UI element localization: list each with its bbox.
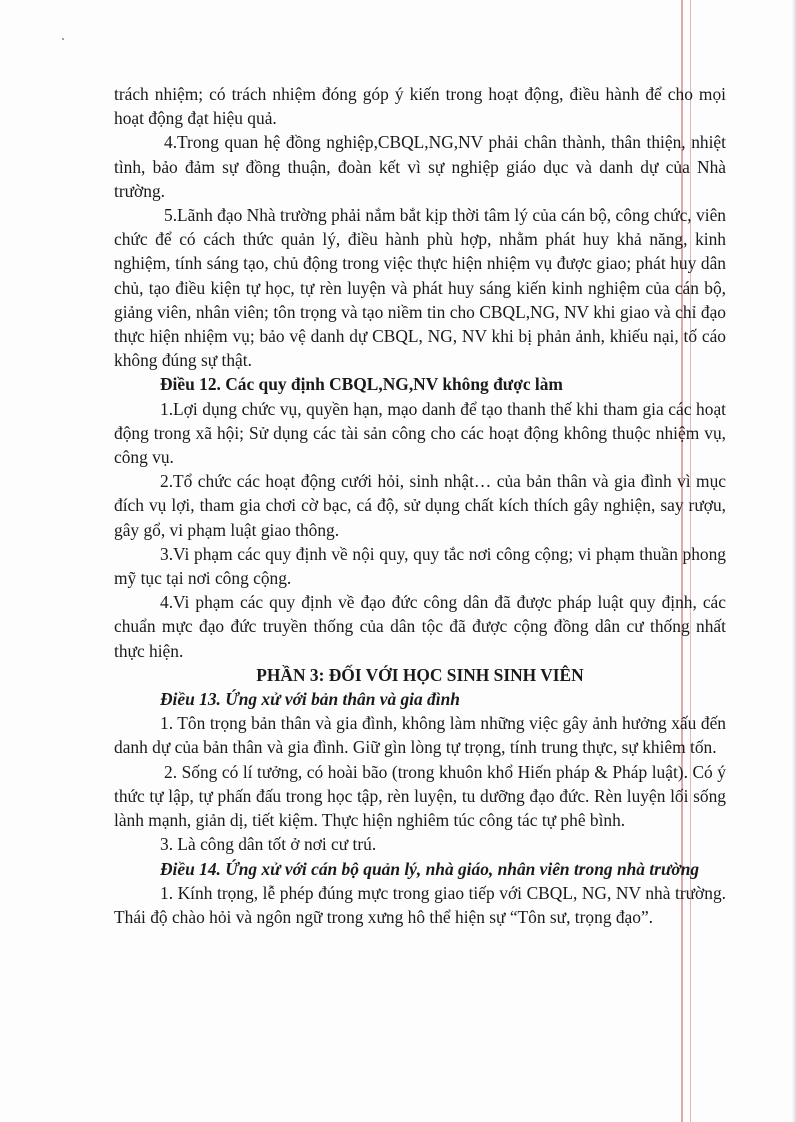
document-body [114, 82, 726, 929]
article-12-item-2: 2.Tổ chức các hoạt động cưới hỏi, sinh nhật… của bản thân và gia đình vì mục đích vụ lợi, tham gia chơi cờ bạc, cá độ, sử dụng chất kích thích gây nghiện, say rượu, gây gổ, vi phạm luật giao thông. [114, 471, 726, 540]
part-3-title: PHẦN 3: ĐỐI VỚI HỌC SINH SINH VIÊN [256, 664, 584, 685]
article-12-item-3: 3.Vi phạm các quy định về nội quy, quy tắc nơi công cộng; vi phạm thuần phong mỹ tục tại nơi công cộng. [114, 543, 726, 589]
scan-speck [62, 38, 64, 40]
article-12-heading: Điều 12. Các quy định CBQL,NG,NV không được làm [160, 374, 563, 395]
article-13-heading: Điều 13. Ứng xử với bản thân và gia đình [160, 689, 460, 710]
page-edge-shadow [792, 0, 796, 1122]
article-13-item-3: 3. Là công dân tốt ở nơi cư trú. [160, 834, 377, 855]
paragraph-item-5: 5.Lãnh đạo Nhà trường phải nắm bắt kịp thời tâm lý của cán bộ, công chức, viên chức để có cách thức quản lý, điều hành phù hợp, nhằm phát huy khả năng, kinh nghiệm, tính sáng tạo, chủ động trong việc thực hiện nhiệm vụ được giao; phát huy dân chủ, tạo điều kiện tự học, tự rèn luyện và phát huy sáng kiến kinh nghiệm của cán bộ, giảng viên, nhân viên; tôn trọng và tạo niềm tin cho CBQL,NG, NV khi giao và chỉ đạo thực hiện nhiệm vụ; bảo vệ danh dự CBQL, NG, NV khi bị phản ảnh, khiếu nại, tố cáo không đúng sự thật. [114, 205, 726, 371]
paragraph-continuation: trách nhiệm; có trách nhiệm đóng góp ý kiến trong hoạt động, điều hành để cho mọi hoạt động đạt hiệu quả. [114, 84, 726, 129]
article-14-item-1: 1. Kính trọng, lễ phép đúng mực trong giao tiếp với CBQL, NG, NV nhà trường. Thái độ chào hỏi và ngôn ngữ trong xưng hô thể hiện sự “Tôn sư, trọng đạo”. [114, 882, 726, 927]
article-13-item-2: 2. Sống có lí tưởng, có hoài bão (trong khuôn khổ Hiến pháp & Pháp luật). Có ý thức tự lập, tự phấn đấu trong học tập, rèn luyện, tu dưỡng đạo đức. Rèn luyện lối sống lành mạnh, giản dị, tiết kiệm. Thực hiện nghiêm túc công tác tự phê bình. [114, 761, 726, 831]
article-14-heading: Điều 14. Ứng xử với cán bộ quản lý, nhà giáo, nhân viên trong nhà trường [160, 858, 700, 879]
paragraph-item-4: 4.Trong quan hệ đồng nghiệp,CBQL,NG,NV phải chân thành, thân thiện, nhiệt tình, bảo đảm sự đồng thuận, đoàn kết vì sự nghiệp giáo dục và danh dự của Nhà trường. [114, 132, 726, 201]
article-12-item-4: 4.Vi phạm các quy định về đạo đức công dân đã được pháp luật quy định, các chuẩn mực đạo đức truyền thống của dân tộc đã được cộng đồng dân cư thống nhất thực hiện. [114, 592, 726, 661]
article-13-item-1: 1. Tôn trọng bản thân và gia đình, không làm những việc gây ảnh hưởng xấu đến danh dự của bản thân và gia đình. Giữ gìn lòng tự trọng, tính trung thực, sự khiêm tốn. [114, 713, 726, 758]
article-12-item-1: 1.Lợi dụng chức vụ, quyền hạn, mạo danh để tạo thanh thế khi tham gia các hoạt động trong xã hội; Sử dụng các tài sản công cho các hoạt động không thuộc nhiệm vụ, công vụ. [114, 398, 726, 468]
